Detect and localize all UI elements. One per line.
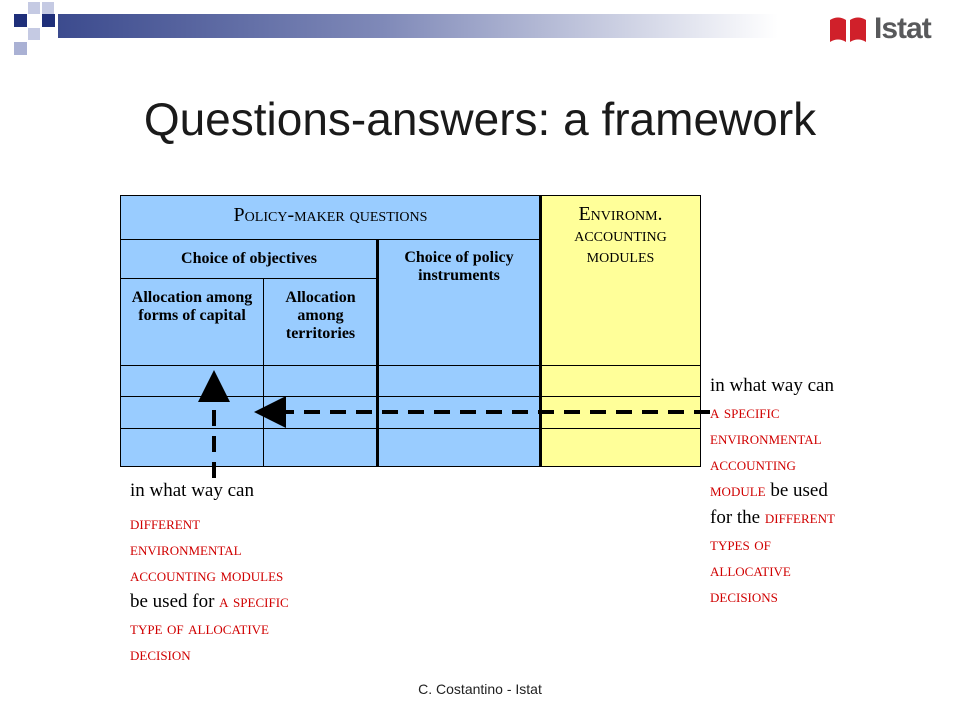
left-note-line5 (130, 588, 289, 615)
environ-modules-label: Environm. accounting modules (574, 203, 667, 267)
right-note-line6a: for the (710, 507, 765, 528)
right-note-line9: decisions (710, 586, 778, 606)
left-note-line4: accounting modules (130, 565, 284, 585)
alloc-territories-label: Allocation among territories (285, 289, 356, 342)
right-note-line3: environmental (710, 428, 822, 448)
choice-instruments-label: Choice of policy instruments (404, 249, 514, 284)
right-note-line5 (710, 477, 835, 504)
right-note-line1: in what way can (710, 375, 834, 396)
right-note-line2: a specific (710, 402, 780, 422)
choice-objectives-label: Choice of objectives (181, 250, 317, 268)
left-note-line1: in what way can (130, 480, 254, 501)
footer-credit: C. Costantino - Istat (418, 681, 542, 697)
right-annotation (710, 373, 835, 609)
left-note-line5a: be used for (130, 591, 220, 612)
right-note-line6 (710, 504, 835, 531)
left-annotation (130, 478, 289, 667)
right-note-line5b: be used (765, 480, 828, 501)
right-note-line5a: module (710, 480, 766, 500)
policy-maker-questions-label: Policy-maker questions (233, 204, 428, 226)
left-note-line5b: a specific (219, 591, 289, 611)
left-note-line2: different (130, 513, 201, 533)
right-note-line4: accounting (710, 454, 796, 474)
right-note-line7: types of (710, 534, 771, 554)
left-note-line3: environmental (130, 539, 242, 559)
logo-text: Istat (874, 12, 931, 45)
right-note-line6b: different (764, 507, 835, 527)
alloc-capital-label: Allocation among forms of capital (131, 289, 253, 324)
left-note-line7: decision (130, 644, 191, 664)
right-note-line8: allocative (710, 560, 791, 580)
page-title: Questions-answers: a framework (143, 93, 817, 145)
left-note-line6: type of allocative (130, 618, 269, 638)
